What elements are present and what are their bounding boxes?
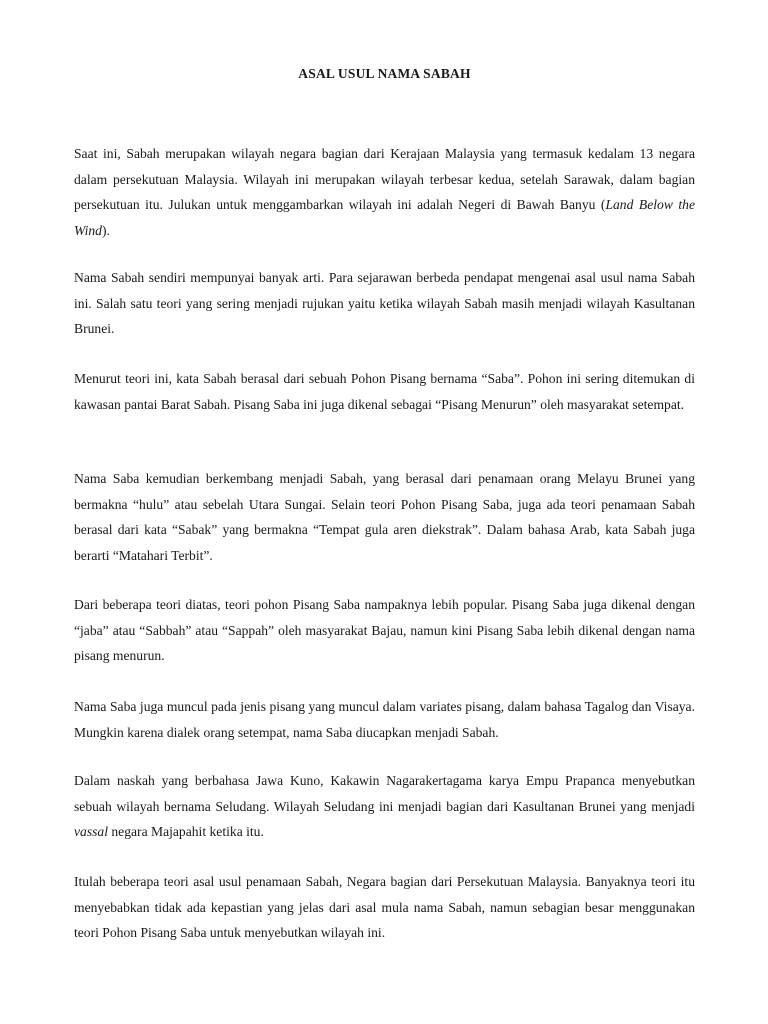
paragraph-3: Menurut teori ini, kata Sabah berasal dari sebuah Pohon Pisang bernama “Saba”. Pohon ini sering ditemukan di kawasan pantai Barat Sabah. Pisang Saba ini juga dikenal sebagai “Pisang Menurun” oleh masyarakat setempat. [74,371,695,412]
document-title: ASAL USUL NAMA SABAH [298,66,471,81]
paragraph-2: Nama Sabah sendiri mempunyai banyak arti. Para sejarawan berbeda pendapat mengenai asal usul nama Sabah ini. Salah satu teori yang sering menjadi rujukan yaitu ketika wilayah Sabah masih menjadi wilayah Kasultanan Brunei. [74,270,695,337]
paragraph-1 [74,141,695,243]
paragraph-1-italic-phrase: Land Below the Wind [74,197,695,238]
paragraph-7-text-before: Dalam naskah yang berbahasa Jawa Kuno, Kakawin Nagarakertagama karya Empu Prapanca menyebutkan sebuah wilayah bernama Seludang. Wilayah Seludang ini menjadi bagian dari Kasultanan Brunei yang menjadi [74,773,695,814]
paragraph-6: Nama Saba juga muncul pada jenis pisang yang muncul dalam variates pisang, dalam bahasa Tagalog dan Visaya. Mungkin karena dialek orang setempat, nama Saba diucapkan menjadi Sabah. [74,699,695,740]
paragraph-1-text-after: ). [101,222,110,238]
paragraph-7-text-after: negara Majapahit ketika itu. [107,824,264,840]
paragraph-5: Dari beberapa teori diatas, teori pohon Pisang Saba nampaknya lebih popular. Pisang Saba juga dikenal dengan “jaba” atau “Sabbah” atau “Sappah” oleh masyarakat Bajau, namun kini Pisang Saba lebih dikenal dengan nama pisang menurun. [74,597,695,664]
paragraph-7 [74,768,695,845]
paragraph-4: Nama Saba kemudian berkembang menjadi Sabah, yang berasal dari penamaan orang Melayu Brunei yang bermakna “hulu” atau sebelah Utara Sungai. Selain teori Pohon Pisang Saba, juga ada teori penamaan Sabah berasal dari kata “Sabak” yang bermakna “Tempat gula aren diekstrak”. Dalam bahasa Arab, kata Sabah juga berarti “Matahari Terbit”. [74,471,695,563]
paragraph-7-italic-word: vassal [74,824,108,840]
paragraph-8: Itulah beberapa teori asal usul penamaan Sabah, Negara bagian dari Persekutuan Malaysia. Banyaknya teori itu menyebabkan tidak ada kepastian yang jelas dari asal mula nama Sabah, namun sebagian besar menggunakan teori Pohon Pisang Saba untuk menyebutkan wilayah ini. [74,874,695,941]
paragraph-1-text-before: Saat ini, Sabah merupakan wilayah negara bagian dari Kerajaan Malaysia yang termasuk kedalam 13 negara dalam persekutuan Malaysia. Wilayah ini merupakan wilayah terbesar kedua, setelah Sarawak, dalam bagian persekutuan itu. Julukan untuk menggambarkan wilayah ini adalah Negeri di Bawah Banyu ( [74,146,695,213]
